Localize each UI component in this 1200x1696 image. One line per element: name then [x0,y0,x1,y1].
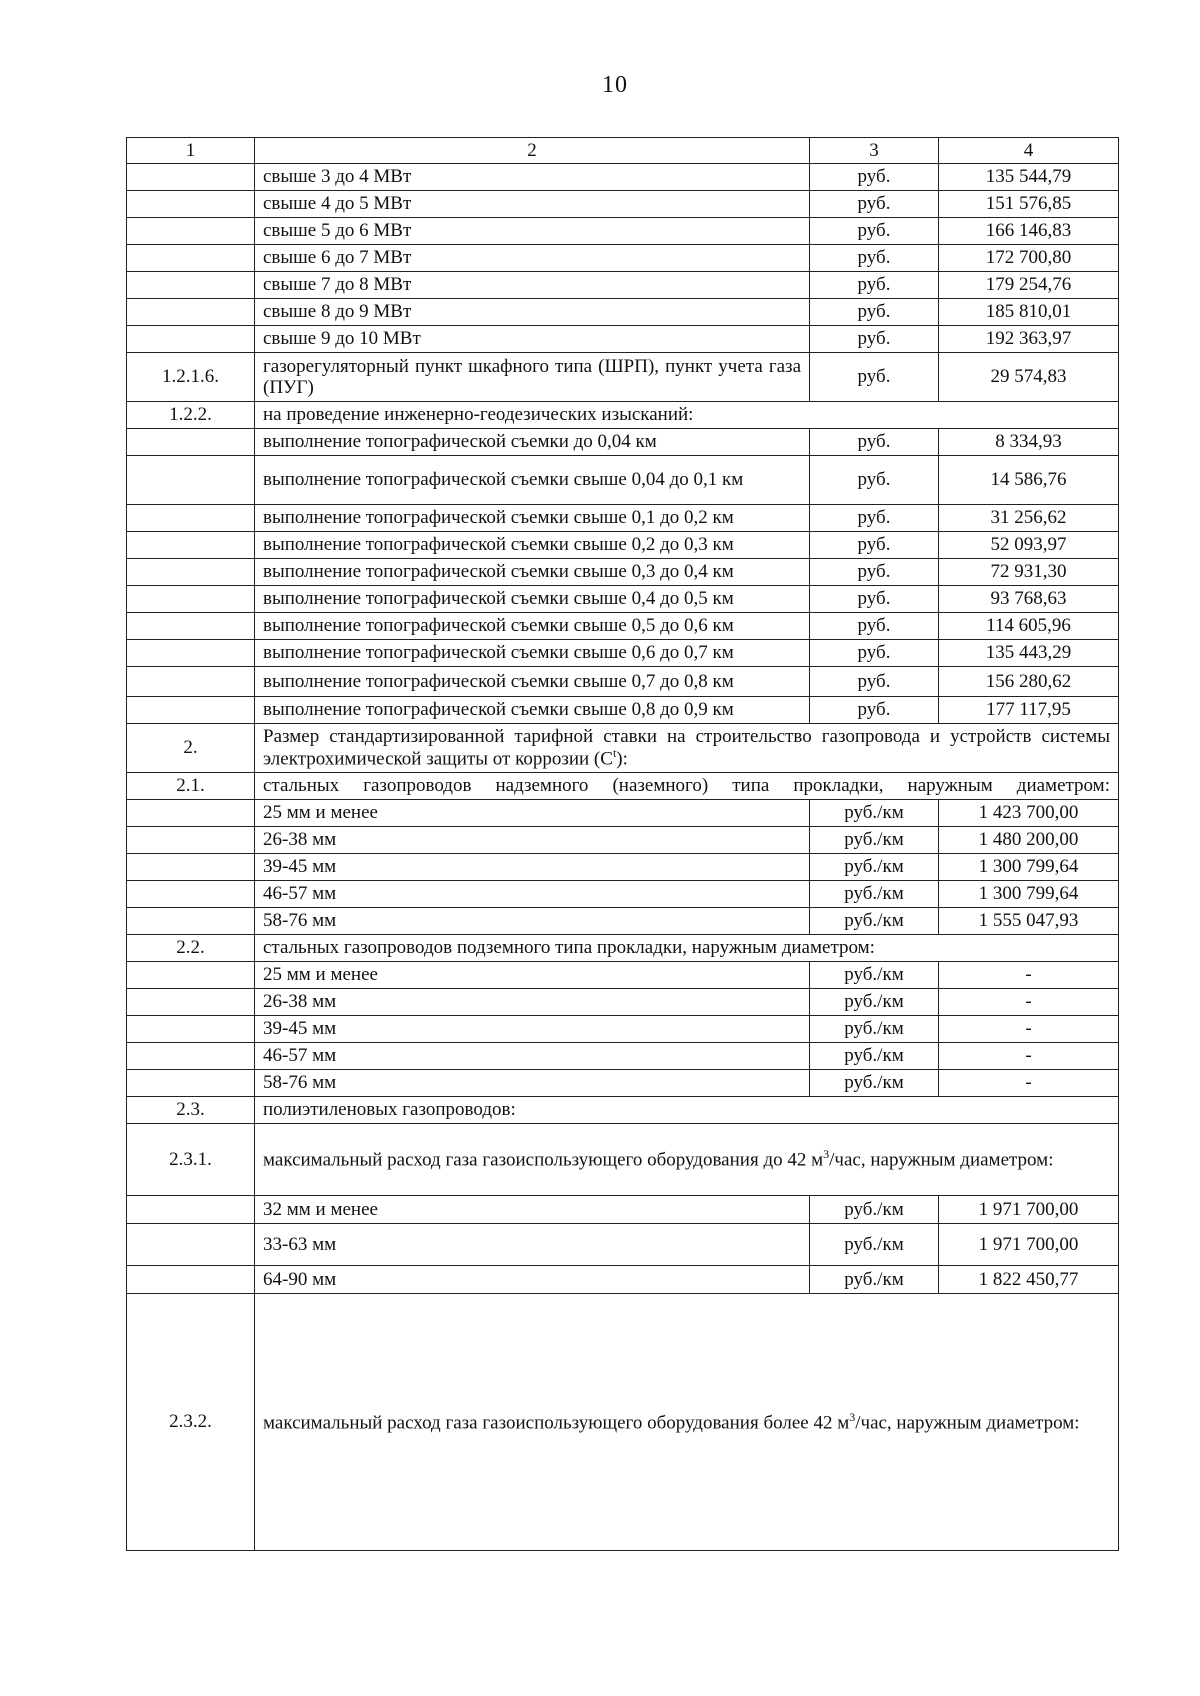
row-unit: руб. [810,456,939,505]
row-number [127,1224,255,1266]
row-number [127,613,255,640]
row-number [127,640,255,667]
section-title-tail: /час, наружным диаметром: [829,1149,1054,1171]
row-unit: руб. [810,218,939,245]
section-row [127,1294,1119,1551]
row-value: 135 544,79 [939,164,1119,191]
section-number: 2.1. [127,773,255,800]
row-number [127,218,255,245]
row-number [127,505,255,532]
row-value: 1 822 450,77 [939,1266,1119,1294]
row-number [127,881,255,908]
row-number [127,827,255,854]
table-row [127,164,1119,191]
row-value: 177 117,95 [939,697,1119,724]
section-number: 2.3.2. [127,1294,255,1551]
row-description: 33-63 мм [255,1224,810,1266]
row-unit: руб. [810,505,939,532]
row-value: 31 256,62 [939,505,1119,532]
row-number [127,800,255,827]
section-number: 2.2. [127,935,255,962]
row-number [127,962,255,989]
row-description: свыше 5 до 6 МВт [255,218,810,245]
row-value: 172 700,80 [939,245,1119,272]
row-number [127,429,255,456]
row-description: 32 мм и менее [255,1196,810,1224]
section-row [127,1124,1119,1196]
table-row [127,218,1119,245]
row-description: 39-45 мм [255,1016,810,1043]
row-number [127,908,255,935]
section-title-superscript: 3 [849,1409,856,1424]
row-value: 135 443,29 [939,640,1119,667]
table-row [127,667,1119,697]
row-number [127,245,255,272]
table-row [127,429,1119,456]
table-row [127,532,1119,559]
table-row [127,908,1119,935]
row-description: выполнение топографической съемки свыше 0,2 до 0,3 км [255,532,810,559]
table-row [127,1224,1119,1266]
header-col-2: 2 [255,138,810,164]
row-value: - [939,989,1119,1016]
section-title-tail: ): [616,748,628,770]
section-title: на проведение инженерно-геодезических изысканий: [255,402,1119,429]
row-description: выполнение топографической съемки свыше 0,1 до 0,2 км [255,505,810,532]
row-unit: руб. [810,326,939,353]
section-title: полиэтиленовых газопроводов: [255,1097,1119,1124]
row-description: 26-38 мм [255,827,810,854]
header-col-3: 3 [810,138,939,164]
row-number [127,559,255,586]
row-number [127,299,255,326]
row-value: 72 931,30 [939,559,1119,586]
table-row [127,827,1119,854]
row-value: 166 146,83 [939,218,1119,245]
row-unit: руб./км [810,881,939,908]
table-row [127,1070,1119,1097]
row-unit: руб./км [810,854,939,881]
row-value: 29 574,83 [939,353,1119,402]
row-description: выполнение топографической съемки свыше 0,7 до 0,8 км [255,667,810,697]
row-value: - [939,1016,1119,1043]
row-value: 1 480 200,00 [939,827,1119,854]
row-description: 58-76 мм [255,908,810,935]
row-value: 1 555 047,93 [939,908,1119,935]
row-unit: руб. [810,164,939,191]
row-number [127,191,255,218]
row-value: 1 300 799,64 [939,854,1119,881]
row-unit: руб./км [810,1196,939,1224]
section-title-text: максимальный расход газа газоиспользующего оборудования более 42 м [263,1412,850,1434]
table-header-row [127,138,1119,164]
table-row [127,299,1119,326]
section-row [127,1097,1119,1124]
table-row [127,1196,1119,1224]
row-unit: руб. [810,697,939,724]
row-unit: руб./км [810,1043,939,1070]
tariff-table [126,137,1119,1551]
row-description: выполнение топографической съемки свыше 0,8 до 0,9 км [255,697,810,724]
row-value: 192 363,97 [939,326,1119,353]
row-unit: руб./км [810,962,939,989]
section-row [127,402,1119,429]
table-row [127,962,1119,989]
row-description: 58-76 мм [255,1070,810,1097]
row-value: 179 254,76 [939,272,1119,299]
table-row [127,353,1119,402]
header-col-1: 1 [127,138,255,164]
row-value: 151 576,85 [939,191,1119,218]
section-title-text: максимальный расход газа газоиспользующего оборудования до 42 м [263,1149,824,1171]
row-unit: руб./км [810,1070,939,1097]
row-unit: руб. [810,586,939,613]
section-title [255,1124,1119,1196]
section-title: стальных газопроводов подземного типа прокладки, наружным диаметром: [255,935,1119,962]
row-number [127,1043,255,1070]
row-value: 1 423 700,00 [939,800,1119,827]
row-number [127,456,255,505]
row-value: - [939,1070,1119,1097]
table-row [127,640,1119,667]
table-row [127,881,1119,908]
row-description: свыше 9 до 10 МВт [255,326,810,353]
row-description: 25 мм и менее [255,962,810,989]
row-number [127,586,255,613]
table-row [127,191,1119,218]
table-row [127,1266,1119,1294]
header-col-4: 4 [939,138,1119,164]
row-number [127,164,255,191]
table-row [127,697,1119,724]
row-unit: руб. [810,191,939,218]
row-description: газорегуляторный пункт шкафного типа (ШРП), пункт учета газа (ПУГ) [255,353,810,402]
row-number [127,989,255,1016]
row-number [127,854,255,881]
row-unit: руб./км [810,1266,939,1294]
table-row [127,1016,1119,1043]
row-number [127,1016,255,1043]
page-number: 10 [602,72,628,98]
row-number [127,532,255,559]
table-row [127,989,1119,1016]
table-row [127,1043,1119,1070]
row-description: выполнение топографической съемки свыше 0,4 до 0,5 км [255,586,810,613]
row-description: выполнение топографической съемки свыше 0,3 до 0,4 км [255,559,810,586]
row-number: 1.2.1.6. [127,353,255,402]
section-title-superscript: 3 [823,1147,830,1162]
row-description: 46-57 мм [255,1043,810,1070]
row-description: свыше 7 до 8 МВт [255,272,810,299]
row-number [127,697,255,724]
row-description: свыше 6 до 7 МВт [255,245,810,272]
row-number [127,326,255,353]
row-value: 156 280,62 [939,667,1119,697]
table-row [127,272,1119,299]
row-value: 185 810,01 [939,299,1119,326]
section-row [127,773,1119,800]
row-unit: руб./км [810,800,939,827]
row-value: - [939,962,1119,989]
row-value: 52 093,97 [939,532,1119,559]
row-description: выполнение топографической съемки свыше 0,6 до 0,7 км [255,640,810,667]
section-title: стальных газопроводов надземного (наземного) типа прокладки, наружным диаметром: [255,773,1119,800]
row-unit: руб./км [810,908,939,935]
row-unit: руб. [810,613,939,640]
row-description: 39-45 мм [255,854,810,881]
row-description: выполнение топографической съемки свыше 0,5 до 0,6 км [255,613,810,640]
table-row [127,586,1119,613]
section-title-text: Размер стандартизированной тарифной ставки на строительство газопровода и устройств системы электрохимической защиты от коррозии (С [263,726,1110,770]
section-title-tail: /час, наружным диаметром: [855,1412,1080,1434]
table-row [127,800,1119,827]
section-title [255,724,1119,773]
table-row [127,613,1119,640]
section-title [255,1294,1119,1551]
section-number: 1.2.2. [127,402,255,429]
row-unit: руб./км [810,827,939,854]
row-unit: руб. [810,299,939,326]
row-value: - [939,1043,1119,1070]
section-number: 2. [127,724,255,773]
table-row [127,456,1119,505]
row-unit: руб. [810,353,939,402]
row-unit: руб. [810,667,939,697]
row-unit: руб. [810,640,939,667]
section-title-superscript: t [612,746,617,761]
row-number [127,667,255,697]
row-unit: руб. [810,532,939,559]
row-value: 93 768,63 [939,586,1119,613]
section-row [127,724,1119,773]
section-row [127,935,1119,962]
row-description: выполнение топографической съемки до 0,04 км [255,429,810,456]
table-row [127,505,1119,532]
row-number [127,1266,255,1294]
table-row [127,326,1119,353]
row-unit: руб. [810,429,939,456]
row-unit: руб./км [810,1224,939,1266]
section-number: 2.3.1. [127,1124,255,1196]
table-row [127,245,1119,272]
row-description: свыше 8 до 9 МВт [255,299,810,326]
row-value: 14 586,76 [939,456,1119,505]
row-unit: руб. [810,272,939,299]
table-row [127,559,1119,586]
row-description: 64-90 мм [255,1266,810,1294]
row-description: 25 мм и менее [255,800,810,827]
table-row [127,854,1119,881]
row-description: 26-38 мм [255,989,810,1016]
row-value: 1 971 700,00 [939,1224,1119,1266]
row-description: выполнение топографической съемки свыше 0,04 до 0,1 км [255,456,810,505]
row-description: свыше 4 до 5 МВт [255,191,810,218]
row-description: свыше 3 до 4 МВт [255,164,810,191]
row-value: 1 971 700,00 [939,1196,1119,1224]
row-value: 1 300 799,64 [939,881,1119,908]
row-unit: руб./км [810,989,939,1016]
section-number: 2.3. [127,1097,255,1124]
row-number [127,1196,255,1224]
row-number [127,1070,255,1097]
row-unit: руб./км [810,1016,939,1043]
row-value: 8 334,93 [939,429,1119,456]
row-description: 46-57 мм [255,881,810,908]
row-unit: руб. [810,245,939,272]
row-unit: руб. [810,559,939,586]
row-value: 114 605,96 [939,613,1119,640]
row-number [127,272,255,299]
